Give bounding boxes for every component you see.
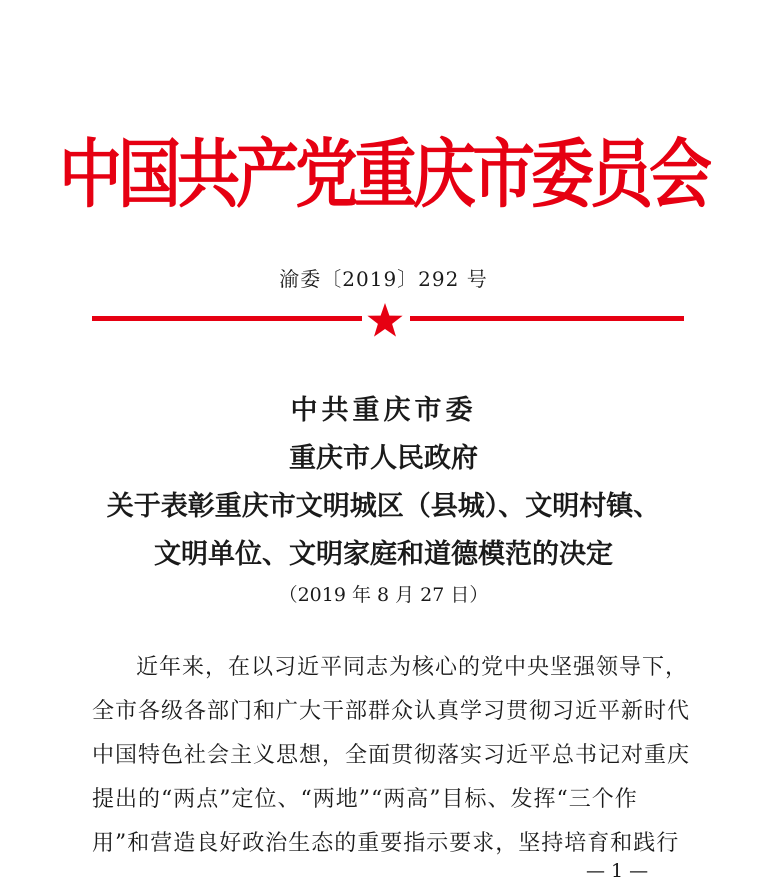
red-star-icon	[366, 302, 404, 338]
body-paragraph-line: 提出的“两点”定位、“两地”“两高”目标、发挥“三个作	[92, 787, 638, 812]
title-subject-line-2: 文明单位、文明家庭和道德模范的决定	[154, 539, 613, 570]
title-subject-line-1: 关于表彰重庆市文明城区（县城）、文明村镇、	[106, 491, 661, 522]
body-paragraph-line: 中国特色社会主义思想，全面贯彻落实习近平总书记对重庆	[92, 743, 691, 768]
body-paragraph-line: 全市各级各部门和广大干部群众认真学习贯彻习近平新时代	[92, 699, 691, 724]
document-number: 渝委〔2019〕292 号	[279, 267, 488, 291]
decision-date: （2019 年 8 月 27 日）	[278, 584, 489, 606]
red-header-title: 中国共产党重庆市委员会	[59, 131, 708, 218]
body-paragraph-line: 用”和营造良好政治生态的重要指示要求，坚持培育和践行	[92, 831, 680, 856]
page-number: — 1 —	[586, 860, 649, 882]
title-issuer-party: 中共重庆市委	[290, 395, 477, 426]
red-divider-left	[92, 316, 362, 321]
red-divider-right	[410, 316, 684, 321]
title-issuer-government: 重庆市人民政府	[289, 443, 478, 474]
body-paragraph-line: 近年来，在以习近平同志为核心的党中央坚强领导下，	[136, 655, 689, 680]
